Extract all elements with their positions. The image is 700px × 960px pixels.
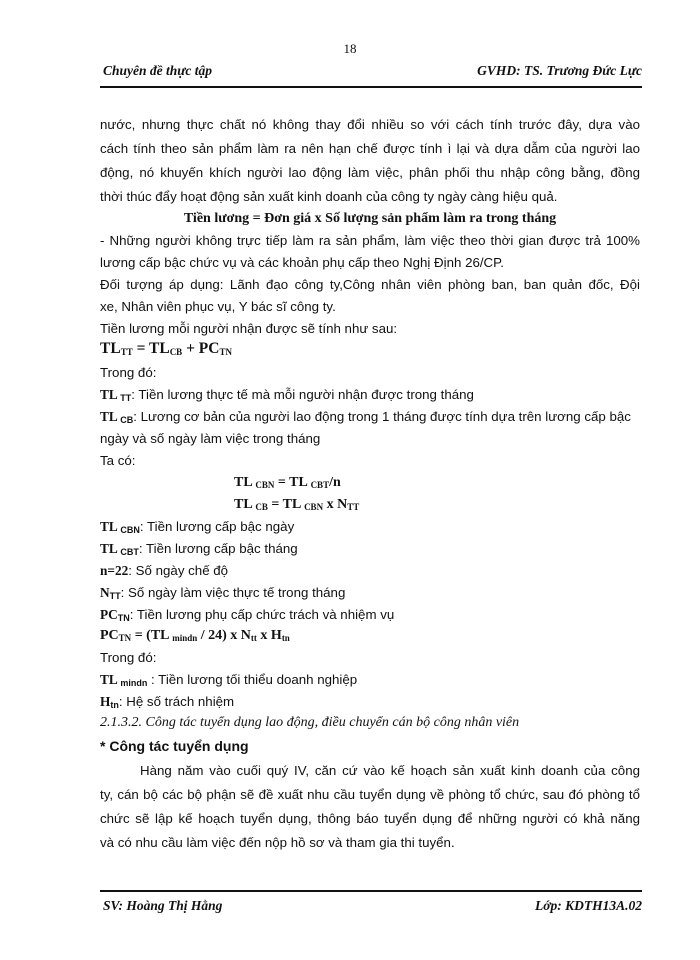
definition-tlmindn: TL $_{mindn}$ : Tiền lương tối thiểu doanh nghiệp	[100, 672, 358, 688]
paragraph-line: cách tính theo sản phẩm làm ra nên hạn chế được tính ì lại và dựa dẫm của người lao	[100, 141, 640, 156]
paragraph-line: ngày và số ngày làm việc trong tháng	[100, 431, 321, 446]
paragraph-line: xe, Nhân viên phục vụ, Y bác sĩ công ty.	[100, 299, 336, 314]
definition-ntt: $N_{TT}$: Số ngày làm việc thực tế trong tháng	[100, 585, 346, 601]
footer-right: Lớp: KDTH13A.02	[535, 898, 642, 913]
formula-tlcbn: TL $_{CBN}$ = TL $_{CBT}$/n	[234, 475, 341, 490]
paragraph-line: và có nhu cầu làm việc đến nộp hồ sơ và tham gia thi tuyển.	[100, 835, 455, 850]
paragraph-line: - Những người không trực tiếp làm ra sản phẩm, làm việc theo thời gian được trả 100%	[100, 233, 640, 248]
paragraph-line: lương cấp bậc chức vụ và các khoản phụ cấp theo Nghị Định 26/CP.	[100, 255, 505, 270]
header-left: Chuyên đề thực tập	[103, 63, 212, 78]
trong-do-label: Trong đó:	[100, 650, 157, 665]
definition-tlcb: TL $_{CB}$: Lương cơ bản của người lao động trong 1 tháng được tính dựa trên lương cấp bậc	[100, 409, 631, 425]
footer-rule	[100, 890, 642, 892]
page-number: 18	[343, 41, 357, 56]
definition-htn: $H_{tn}$: Hệ số trách nhiệm	[100, 694, 235, 710]
paragraph-line: ty, cán bộ các bộ phận sẽ đề xuất nhu cầu tuyển dụng về phòng tổ chức, sau đó phòng tổ	[100, 787, 640, 802]
paragraph-line: chức sẽ lập kế hoạch tuyển dụng, thông báo tuyển dụng để những người có khả năng	[100, 811, 640, 826]
formula-tltt: $TL_{TT} = TL_{CB} + PC_{TN}$	[100, 340, 232, 357]
header-right: GVHD: TS. Trương Đức Lực	[477, 63, 642, 78]
footer-left: SV: Hoàng Thị Hằng	[103, 898, 223, 913]
paragraph-line: Tiền lương mỗi người nhận được sẽ tính như sau:	[100, 321, 398, 336]
main-formula: Tiền lương = Đơn giá x Số lượng sản phẩm làm ra trong tháng	[183, 211, 557, 226]
trong-do-label: Trong đó:	[100, 365, 157, 380]
paragraph-line: Đối tượng áp dụng: Lãnh đạo công ty,Công nhân viên phòng ban, ban quản đốc, Đội	[100, 277, 640, 292]
definition-n: n=22: Số ngày chế độ	[100, 563, 229, 578]
formula-tlcb: TL $_{CB}$ = TL $_{CBN}$ x $N_{TT}$	[234, 497, 360, 512]
definition-tlcbt: TL $_{CBT}$: Tiền lương cấp bậc tháng	[100, 541, 298, 557]
formula-pctn: $PC_{TN} = (TL$ $_{mindn}$ / 24) x $N_{tt}$ x $H_{tn}$	[100, 628, 290, 643]
paragraph-line: động, nó khuyến khích người lao động làm việc, phân phối thu nhập công bằng, đồng	[100, 165, 640, 180]
paragraph-line: Hàng năm vào cuối quý IV, căn cứ vào kế hoạch sản xuất kinh doanh của công	[140, 763, 640, 778]
subsection-title: * Công tác tuyển dụng	[100, 738, 249, 754]
ta-co-label: Ta có:	[100, 453, 136, 468]
paragraph-line: thời thúc đẩy hoạt động sản xuất kinh doanh của công ty ngày càng hiệu quả.	[100, 189, 558, 204]
definition-tlcbn: TL $_{CBN}$: Tiền lương cấp bậc ngày	[100, 519, 295, 535]
definition-pctn: $PC_{TN}$: Tiền lương phụ cấp chức trách và nhiệm vụ	[100, 607, 395, 623]
definition-tltt: TL $_{TT}$: Tiền lương thực tế mà mỗi người nhận được trong tháng	[100, 387, 474, 403]
section-title: 2.1.3.2. Công tác tuyển dụng lao động, điều chuyển cán bộ công nhân viên	[100, 715, 520, 730]
paragraph-line: nước, nhưng thực chất nó không thay đổi nhiều so với cách tính trước đây, dựa vào	[100, 117, 640, 132]
header-rule	[100, 86, 642, 88]
